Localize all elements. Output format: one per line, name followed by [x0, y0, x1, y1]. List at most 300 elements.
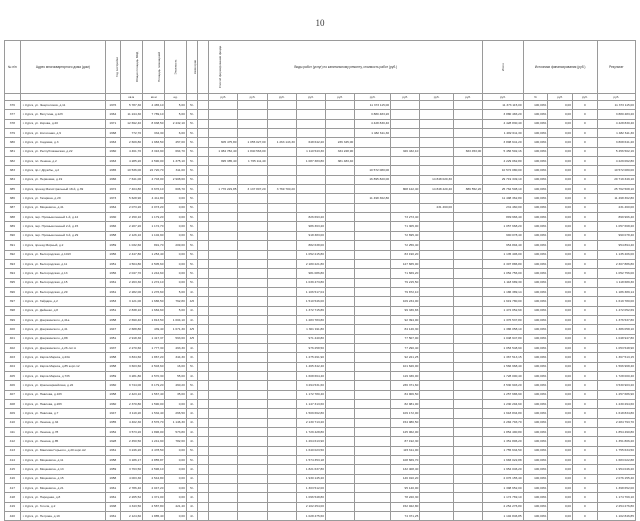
row-work-4 [296, 175, 325, 184]
row-address: г. Курск, ул. Красноармейская, д.22 [20, 381, 105, 390]
row-work-5 [326, 129, 355, 138]
row-result: 1 057 668,20 [597, 222, 635, 231]
row-address: г. Курск, ул. Мицкевича, д.41 [20, 203, 105, 212]
row-result: 1 386 058,10 [597, 325, 635, 334]
row-work-3 [267, 194, 296, 203]
row-work-3 [267, 269, 296, 278]
row-empty [198, 400, 209, 409]
row-percent: 100,00% [523, 437, 548, 446]
row-category: 4/- [186, 502, 197, 511]
row-empty [198, 213, 209, 222]
row-work-5 [326, 428, 355, 437]
row-address: г. Курск, ул. Ленина, д.34 [20, 418, 105, 427]
row-work-8 [420, 502, 454, 511]
row-address: г. Курск, ул. Карла Маркса, д.85 корп.12 [20, 362, 105, 371]
row-result: 1 755 634,50 [597, 446, 635, 455]
row-work-1 [209, 353, 238, 362]
table-row [5, 446, 636, 455]
row-area-live: 1 684,60 [143, 306, 165, 315]
row-source-3: 0 [572, 129, 597, 138]
row-work-7 [391, 175, 420, 184]
row-work-2 [238, 381, 267, 390]
row-floors-area: 344,30 [165, 353, 186, 362]
row-area-live: 22 720,70 [143, 166, 165, 175]
row-year: 1960 [106, 147, 121, 156]
table-header [5, 41, 636, 94]
row-work-6 [355, 381, 391, 390]
row-category: 4/- [186, 437, 197, 446]
row-number: 401 [5, 334, 21, 343]
row-result: 990 078,40 [597, 231, 635, 240]
row-work-6 [355, 222, 391, 231]
row-work-8 [420, 194, 454, 203]
row-area-live: 7 789,10 [143, 110, 165, 119]
row-work-7: 79 215,50 [391, 278, 420, 287]
row-work-2 [238, 456, 267, 465]
row-source-2: 0,00 [548, 390, 573, 399]
row-work-9 [453, 203, 482, 212]
row-percent: 100,00% [523, 381, 548, 390]
row-work-7: 84 906,50 [391, 390, 420, 399]
row-source-3: 0 [572, 203, 597, 212]
row-work-6 [355, 334, 391, 343]
row-source-2: 0,00 [548, 119, 573, 128]
row-work-9 [453, 512, 482, 521]
row-year: 1956 [106, 269, 121, 278]
row-work-6 [355, 325, 391, 334]
row-result: 1 482 611,30 [597, 129, 635, 138]
row-work-2 [238, 222, 267, 231]
row-number: 399 [5, 315, 21, 324]
row-empty [198, 269, 209, 278]
row-work-1 [209, 456, 238, 465]
row-work-6 [355, 502, 391, 511]
row-work-6: 16 895 820,00 [355, 175, 391, 184]
row-category: 5/- [186, 101, 197, 110]
table-row [5, 428, 636, 437]
row-work-2 [238, 465, 267, 474]
table-row [5, 362, 636, 371]
row-floors-area: 5,00 [165, 306, 186, 315]
row-empty [198, 203, 209, 212]
row-work-2 [238, 119, 267, 128]
row-work-6 [355, 493, 391, 502]
row-work-1: 605 475,80 [209, 138, 238, 147]
row-work-4: 1 465 342,40 [296, 362, 325, 371]
row-category: 5/- [186, 278, 197, 287]
row-area: 2 609,80 [120, 138, 142, 147]
row-work-3 [267, 371, 296, 380]
row-number: 384 [5, 175, 21, 184]
row-empty [198, 138, 209, 147]
row-area: 3 186,17 [120, 456, 142, 465]
table-row [5, 297, 636, 306]
row-total: 1 376 537,80 [483, 315, 523, 324]
row-work-2 [238, 409, 267, 418]
row-area-live: 4 411,80 [143, 194, 165, 203]
row-work-8 [420, 465, 454, 474]
row-area: 4 285,20 [120, 157, 142, 166]
row-year: 1972 [106, 185, 121, 194]
row-area: 5 787,30 [120, 101, 142, 110]
row-work-8 [420, 512, 454, 521]
row-result: 1 118 689,30 [597, 278, 635, 287]
row-year: 1961 [106, 484, 121, 493]
row-work-5 [326, 465, 355, 474]
row-year: 1963 [106, 157, 121, 166]
row-source-3: 0 [572, 166, 597, 175]
row-work-3 [267, 353, 296, 362]
row-category: 5/- [186, 157, 197, 166]
row-category: 4/6 [186, 297, 197, 306]
row-total: 1 052 756,00 [483, 269, 523, 278]
row-work-6 [355, 203, 391, 212]
row-source-2: 0,00 [548, 147, 573, 156]
row-work-6 [355, 484, 391, 493]
unit-rub-src3: руб. [572, 94, 597, 101]
row-total: 2 307 886,80 [483, 259, 523, 268]
row-percent: 100,00% [523, 203, 548, 212]
header-year: Год постройки [106, 41, 121, 94]
row-work-8 [420, 437, 454, 446]
row-area-live: 2 590,00 [143, 157, 165, 166]
row-percent: 100,00% [523, 390, 548, 399]
row-area: 2 690,40 [120, 315, 142, 324]
row-source-2: 0,00 [548, 334, 573, 343]
row-year: 1961 [106, 493, 121, 502]
row-floors-area: 457,00 [165, 138, 186, 147]
row-result: 1 052 756,00 [597, 269, 635, 278]
row-work-1 [209, 418, 238, 427]
row-number: 403 [5, 353, 21, 362]
row-work-5 [326, 502, 355, 511]
row-work-5 [326, 390, 355, 399]
row-number: 397 [5, 297, 21, 306]
row-work-5 [326, 297, 355, 306]
row-result: 1 367 513,15 [597, 353, 635, 362]
row-address: г. Курск, проезд Магистральный 18-й, д.39 [20, 185, 105, 194]
row-work-3 [267, 502, 296, 511]
row-empty [198, 287, 209, 296]
row-work-2 [238, 512, 267, 521]
row-category: 5/- [186, 222, 197, 231]
row-area: 3 763,50 [120, 465, 142, 474]
row-address: г. Курск, ул. Кирова, д.20 [20, 119, 105, 128]
row-work-9 [453, 213, 482, 222]
row-year: 1958 [106, 353, 121, 362]
row-work-4: 648 642,20 [296, 138, 325, 147]
row-source-2: 0,00 [548, 381, 573, 390]
row-area: 7 404,80 [120, 185, 142, 194]
row-source-3: 0 [572, 287, 597, 296]
row-work-9: 889 552,20 [453, 185, 482, 194]
row-total: 1 367 513,15 [483, 353, 523, 362]
row-work-4: 3 294 531,60 [296, 381, 325, 390]
row-source-3: 0 [572, 512, 597, 521]
row-total: 1 618 834,80 [483, 409, 523, 418]
row-area-live: 2 855,87 [143, 456, 165, 465]
row-percent: 100,00% [523, 371, 548, 380]
row-work-8 [420, 418, 454, 427]
row-floors-area: 5,00 [165, 101, 186, 110]
row-work-3 [267, 437, 296, 446]
header-area: Общая площадь МКД [120, 41, 142, 94]
row-year: 1958 [106, 315, 121, 324]
row-year: 1937 [106, 343, 121, 352]
row-source-2: 0,00 [548, 343, 573, 352]
row-work-9 [453, 287, 482, 296]
row-work-8 [420, 362, 454, 371]
table-row [5, 343, 636, 352]
row-year: 1961 [106, 287, 121, 296]
row-result: 1 954 046,20 [597, 465, 635, 474]
row-source-3: 0 [572, 493, 597, 502]
row-work-4: 1 283 783,80 [296, 315, 325, 324]
row-work-8 [420, 110, 454, 119]
row-number: 387 [5, 203, 21, 212]
header-type: Способ формирования фонда [198, 41, 209, 94]
row-floors-area: 782,60 [165, 437, 186, 446]
row-area-live: 891,70 [143, 241, 165, 250]
row-work-7: 92 394,00 [391, 315, 420, 324]
row-area: 772,70 [120, 129, 142, 138]
row-area: 9 744,00 [120, 381, 142, 390]
row-total: 1 954 046,20 [483, 465, 523, 474]
row-year: 1966 [106, 222, 121, 231]
row-number: 377 [5, 110, 21, 119]
row-total: 954 894,40 [483, 241, 523, 250]
capital-repair-table [4, 40, 636, 521]
row-work-7: 77 290,40 [391, 343, 420, 352]
row-result: 954 894,40 [597, 241, 635, 250]
row-work-8: 231 460,00 [420, 203, 454, 212]
row-floors-area: 0,00 [165, 231, 186, 240]
row-total: 1 057 668,20 [483, 222, 523, 231]
row-work-5 [326, 119, 355, 128]
row-work-8 [420, 493, 454, 502]
row-category: 5/- [186, 269, 197, 278]
row-work-5 [326, 110, 355, 119]
row-number: 381 [5, 147, 21, 156]
row-address: г. Курск, ул. Ватутина, д.12б [20, 110, 105, 119]
row-work-8 [420, 101, 454, 110]
row-work-9 [453, 428, 482, 437]
row-area-live: 1 532,40 [143, 409, 165, 418]
unit-kvm-2: кв.м [143, 94, 165, 101]
row-work-8 [420, 334, 454, 343]
row-empty [198, 343, 209, 352]
row-work-4 [296, 101, 325, 110]
row-work-4: 971 440,80 [296, 334, 325, 343]
row-category: 4/- [186, 465, 197, 474]
row-work-7: 72 695,40 [391, 231, 420, 240]
row-address: г. Курск, ул. Дзержинского, д.41а [20, 315, 105, 324]
row-source-2: 0,00 [548, 194, 573, 203]
row-work-4: 1 087 383,80 [296, 157, 325, 166]
row-source-3: 0 [572, 362, 597, 371]
row-work-1 [209, 325, 238, 334]
row-floors-area: 0,00 [165, 400, 186, 409]
row-area: 2 126,10 [120, 231, 142, 240]
row-source-2: 0,00 [548, 269, 573, 278]
row-total: 1 619 780,00 [483, 297, 523, 306]
row-work-6 [355, 353, 391, 362]
row-year: 1956 [106, 250, 121, 259]
row-category: 5/- [186, 456, 197, 465]
row-work-4 [296, 185, 325, 194]
row-percent: 100,00% [523, 278, 548, 287]
row-empty [198, 446, 209, 455]
row-work-7 [391, 129, 420, 138]
table-row [5, 484, 636, 493]
row-work-2 [238, 362, 267, 371]
row-year: 1966 [106, 175, 121, 184]
row-source-3: 0 [572, 119, 597, 128]
row-number: 376 [5, 101, 21, 110]
row-work-2 [238, 493, 267, 502]
row-area-live: 1 813,50 [143, 315, 165, 324]
row-floors-area: 0,00 [165, 512, 186, 521]
row-work-5 [326, 222, 355, 231]
row-category: 4/- [186, 315, 197, 324]
row-year: 1951 [106, 259, 121, 268]
row-result: 1 048 947,80 [597, 334, 635, 343]
row-work-2 [238, 231, 267, 240]
row-area-live: 2 478,50 [143, 446, 165, 455]
row-empty [198, 175, 209, 184]
row-address: г. Курск, пр-т Дружбы, д.2 [20, 166, 105, 175]
row-area: 2 282,00 [120, 287, 142, 296]
row-number: 379 [5, 129, 21, 138]
row-year: 1952 [106, 428, 121, 437]
row-work-4: 1 729 428,80 [296, 428, 325, 437]
row-result: 1 376 537,80 [597, 315, 635, 324]
row-area-live: 1 244,60 [143, 269, 165, 278]
row-work-1: 1 776 229,85 [209, 185, 238, 194]
row-work-6 [355, 418, 391, 427]
row-floors-area: 55,00 [165, 371, 186, 380]
unit-rub-9: руб. [453, 94, 482, 101]
row-work-3 [267, 428, 296, 437]
row-work-9 [453, 437, 482, 446]
row-category: 4/- [186, 474, 197, 483]
header-works-group: Виды работ (услуг) по капитальному ремонту, стоимость работ (руб.) [209, 41, 483, 94]
row-percent: 100,00% [523, 287, 548, 296]
row-work-3 [267, 101, 296, 110]
row-work-1 [209, 101, 238, 110]
row-number: 419 [5, 502, 21, 511]
row-work-4: 1 052 215,80 [296, 250, 325, 259]
row-area: 12 692,40 [120, 119, 142, 128]
row-work-5 [326, 306, 355, 315]
row-number: 391 [5, 241, 21, 250]
row-work-9 [453, 409, 482, 418]
row-empty [198, 147, 209, 156]
row-number: 382 [5, 157, 21, 166]
row-area: 2 370,80 [120, 400, 142, 409]
row-area-live: 4 465,10 [143, 101, 165, 110]
row-floors-area: 493,30 [165, 343, 186, 352]
row-work-7: 84 146,30 [391, 325, 420, 334]
row-work-4: 1 574 353,18 [296, 456, 325, 465]
row-area: 4 003,30 [120, 474, 142, 483]
row-floors-area: 6,00 [165, 129, 186, 138]
row-work-7: 101 626,00 [391, 362, 420, 371]
row-work-7: 125 062,00 [391, 428, 420, 437]
row-category: 4/- [186, 400, 197, 409]
row-area-live: 2 503,60 [143, 362, 165, 371]
row-area: 3 121,00 [120, 297, 142, 306]
row-empty [198, 512, 209, 521]
row-total: 990 078,40 [483, 231, 523, 240]
row-category: 5/- [186, 250, 197, 259]
table-row [5, 157, 636, 166]
row-work-8 [420, 428, 454, 437]
row-work-7: 132 408,40 [391, 465, 420, 474]
row-work-9 [453, 493, 482, 502]
row-result: 1 398 652,00 [597, 484, 635, 493]
row-work-7: 127 665,00 [391, 259, 420, 268]
row-number: 405 [5, 371, 21, 380]
row-work-3 [267, 241, 296, 250]
row-year: 1958 [106, 231, 121, 240]
row-percent: 100,00% [523, 129, 548, 138]
row-total: 1 174 769,10 [483, 493, 523, 502]
unit-kvm: кв.м [120, 94, 142, 101]
row-source-2: 0,00 [548, 222, 573, 231]
row-address: г. Курск, ул. Павлова, д.20б [20, 400, 105, 409]
row-year: 1964 [106, 110, 121, 119]
row-work-2 [238, 371, 267, 380]
row-work-9 [453, 110, 482, 119]
row-work-8 [420, 315, 454, 324]
row-year: 1928 [106, 437, 121, 446]
row-number: 416 [5, 474, 21, 483]
row-floors-area: 0,00 [165, 222, 186, 231]
row-percent: 100,00% [523, 231, 548, 240]
row-work-1 [209, 362, 238, 371]
row-work-8 [420, 456, 454, 465]
row-work-6 [355, 269, 391, 278]
header-num: № п/п [5, 41, 21, 94]
row-number: 385 [5, 185, 21, 194]
row-work-3 [267, 418, 296, 427]
row-work-6 [355, 185, 391, 194]
row-source-3: 0 [572, 315, 597, 324]
row-work-6 [355, 147, 391, 156]
row-work-8 [420, 390, 454, 399]
row-percent: 100,00% [523, 456, 548, 465]
row-work-7 [391, 194, 420, 203]
row-source-3: 0 [572, 353, 597, 362]
row-work-5 [326, 493, 355, 502]
row-empty [198, 110, 209, 119]
row-percent: 100,00% [523, 222, 548, 231]
row-address: г. Курск, пер. Промышленный 1-й, д.12 [20, 213, 105, 222]
header-category: Категория [186, 41, 197, 94]
row-total: 5 456 502,16 [483, 147, 523, 156]
row-work-5 [326, 371, 355, 380]
row-result: 11 498 362,80 [597, 194, 635, 203]
row-area: 2 150,10 [120, 213, 142, 222]
row-work-9 [453, 231, 482, 240]
row-source-2: 0,00 [548, 446, 573, 455]
row-source-2: 0,00 [548, 213, 573, 222]
row-work-5 [326, 512, 355, 521]
table-row [5, 287, 636, 296]
row-work-3 [267, 381, 296, 390]
row-work-4: 1 608 664,40 [296, 371, 325, 380]
